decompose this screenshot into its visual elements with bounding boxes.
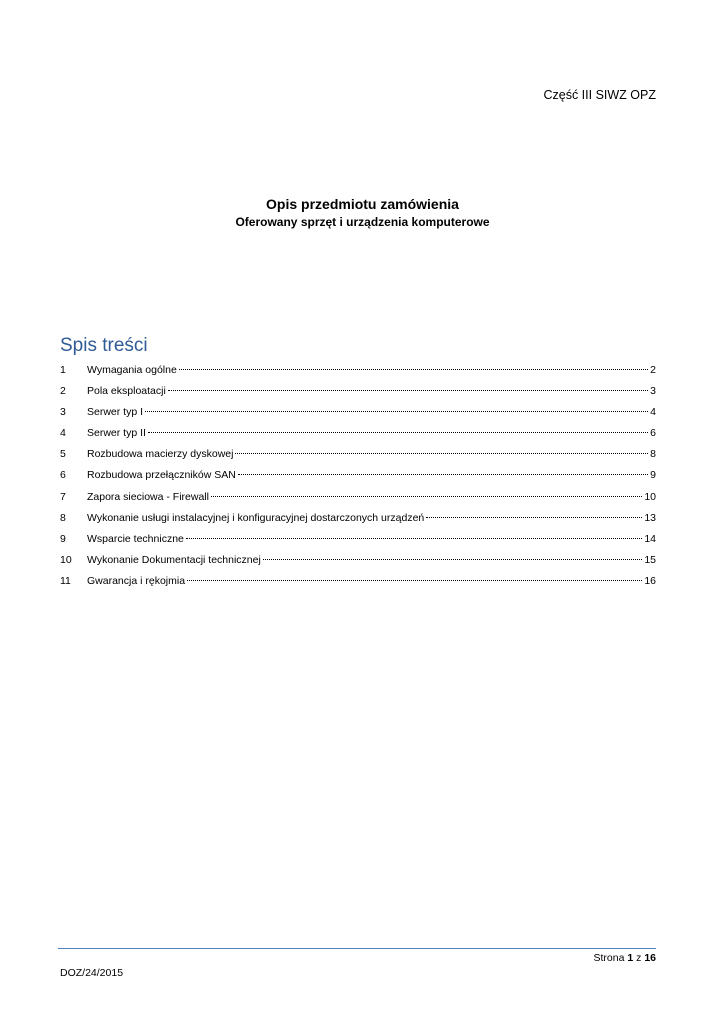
- page-number: [594, 952, 656, 964]
- toc-entry-label[interactable]: Gwarancja i rękojmia: [87, 574, 186, 587]
- toc-entry-page[interactable]: 15: [644, 553, 656, 566]
- toc-entry-number: 5: [60, 448, 66, 461]
- toc-entry-label[interactable]: Serwer typ II: [87, 427, 146, 440]
- toc-entry-page[interactable]: 9: [650, 469, 656, 482]
- toc-entry[interactable]: [60, 465, 656, 486]
- toc-dot-leader: [263, 559, 642, 560]
- toc-dot-leader: [179, 369, 648, 370]
- toc-entry[interactable]: [60, 444, 656, 465]
- toc-entry[interactable]: [60, 550, 656, 571]
- page-separator: z: [636, 952, 642, 964]
- toc-dot-leader: [145, 411, 648, 412]
- toc-entry-page[interactable]: 8: [650, 448, 656, 461]
- toc-entry[interactable]: [60, 487, 656, 508]
- toc-entry-number: 4: [60, 427, 66, 440]
- toc-entry-label[interactable]: Pola eksploatacji: [87, 385, 166, 398]
- toc-heading: Spis treści: [60, 335, 148, 356]
- toc-entry-number: 6: [60, 469, 66, 482]
- toc-entry-label[interactable]: Serwer typ I: [87, 406, 144, 419]
- toc-dot-leader: [211, 496, 642, 497]
- toc-entry-number: 9: [60, 532, 66, 545]
- toc-entry-label[interactable]: Wykonanie usługi instalacyjnej i konfiguracyjnej dostarczonych urządzeń: [87, 511, 425, 524]
- toc-entry-page[interactable]: 16: [644, 574, 656, 587]
- toc-entry[interactable]: [60, 423, 656, 444]
- document-subtitle: Oferowany sprzęt i urządzenia komputerowe: [235, 215, 490, 229]
- toc-entry-number: 10: [60, 553, 72, 566]
- document-title: Opis przedmiotu zamówienia: [266, 196, 459, 212]
- toc-entry-page[interactable]: 13: [644, 511, 656, 524]
- toc-dot-leader: [235, 453, 648, 454]
- table-of-contents: [60, 360, 656, 592]
- toc-entry-page[interactable]: 10: [644, 490, 656, 503]
- toc-entry-number: 2: [60, 385, 66, 398]
- toc-entry-page[interactable]: 14: [644, 532, 656, 545]
- toc-entry-page[interactable]: 6: [650, 427, 656, 440]
- title-block: [0, 194, 725, 230]
- page-total: 16: [644, 952, 656, 964]
- toc-entry-number: 11: [60, 574, 71, 587]
- page-prefix: Strona: [593, 952, 625, 964]
- toc-entry-number: 3: [60, 406, 66, 419]
- toc-entry-label[interactable]: Wsparcie techniczne: [87, 532, 184, 545]
- toc-entry-number: 8: [60, 511, 66, 524]
- toc-entry-page[interactable]: 4: [650, 406, 656, 419]
- toc-entry[interactable]: [60, 508, 656, 529]
- toc-entry-label[interactable]: Zapora sieciowa - Firewall: [87, 490, 209, 503]
- toc-dot-leader: [187, 580, 642, 581]
- footer-divider: [58, 948, 656, 949]
- toc-entry-label[interactable]: Wykonanie Dokumentacji technicznej: [87, 553, 261, 566]
- toc-dot-leader: [238, 474, 648, 475]
- toc-dot-leader: [168, 390, 648, 391]
- toc-entry-label[interactable]: Rozbudowa macierzy dyskowej: [87, 448, 234, 461]
- document-part-label: Część III SIWZ OPZ: [543, 88, 656, 102]
- toc-entry[interactable]: [60, 402, 656, 423]
- toc-dot-leader: [426, 517, 642, 518]
- toc-entry-label[interactable]: Wymagania ogólne: [87, 364, 177, 376]
- document-id: DOZ/24/2015: [60, 967, 124, 979]
- toc-dot-leader: [148, 432, 648, 433]
- toc-entry-number: 7: [60, 490, 66, 503]
- toc-entry-page[interactable]: 3: [650, 385, 656, 398]
- toc-dot-leader: [186, 538, 642, 539]
- toc-entry[interactable]: [60, 571, 656, 592]
- toc-entry-number: 1: [60, 364, 66, 376]
- toc-entry[interactable]: [60, 381, 656, 402]
- toc-entry-page[interactable]: 2: [650, 364, 656, 376]
- toc-entry-label[interactable]: Rozbudowa przełączników SAN: [87, 469, 236, 482]
- page-current: 1: [627, 952, 634, 964]
- toc-entry[interactable]: [60, 360, 656, 381]
- toc-entry[interactable]: [60, 529, 656, 550]
